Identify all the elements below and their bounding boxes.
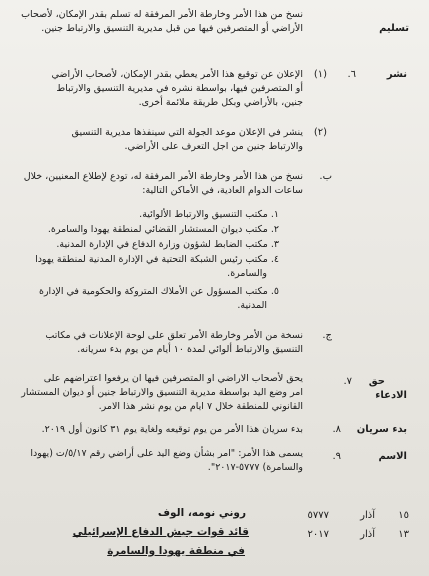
signatory-name: روني نومه، الوف: [157, 507, 246, 519]
b-line-2: ساعات الدوام العادية، في الأماكن التالية:: [142, 185, 303, 196]
section-label-name: الاسم: [378, 451, 407, 462]
b-item-5-cont: المدنية.: [237, 300, 267, 311]
objection-line-2: امر وضع اليد بواسطة مديرية التنسيق والارتباط جنين أو ديوان المستشار: [21, 387, 303, 398]
section-number-8: ٨.: [332, 424, 341, 435]
taslim-line-1: نسخ من هذا الأمر وخارطة الأمر المرفقة له تسلم بقدر الإمكان، لأصحاب: [21, 9, 303, 20]
j-line-2: التنسيق والارتباط ألوائي لمدة ١٠ أيام من يوم بدء سريانه.: [77, 344, 303, 355]
section-number-9: ٩.: [332, 451, 341, 462]
section-label-taslim: تسليم: [379, 23, 409, 34]
sig-year-2: ٢٠١٧: [307, 529, 329, 540]
section-label-objection: حق: [368, 376, 385, 387]
b-item-3: ٣. مكتب الضابط لشؤون وزارة الدفاع في الإدارة المدنية.: [56, 239, 279, 250]
signatory-region: في منطقة يهودا والسامرة: [107, 545, 245, 557]
b-item-5: ٥. مكتب المسؤول عن الأملاك المتروكة والحكومية في الإدارة: [38, 286, 279, 297]
nashr-sub2-line-2: والارتباط جنين من اجل التعرف على الأراضي.: [124, 141, 303, 152]
b-item-4-cont: والسامرة.: [227, 268, 267, 279]
sig-month-2: آذار: [360, 529, 375, 540]
sig-year-1: ٥٧٧٧: [307, 510, 329, 521]
b-line-1: نسخ من هذا الأمر وخارطة الأمر المرفقة له، تودع لإطلاع المعنيين، خلال: [23, 171, 303, 182]
section-b-number: ب.: [319, 171, 332, 182]
section-j-number: ج.: [322, 330, 332, 341]
sub-number-2: (٢): [313, 127, 327, 138]
section-number-7: ٧.: [343, 376, 352, 387]
nashr-sub1-line-2: أو المتصرفين فيها، بواسطة نشره في مديرية التنسيق والارتباط: [56, 83, 303, 94]
b-item-4: ٤. مكتب رئيس الشبكة التحتية في الإدارة المدنية لمنطقة يهودا: [35, 254, 279, 265]
taslim-line-2: الأراضي أو المتصرفين فيها من قبل مديرية التنسيق والارتباط جنين.: [41, 23, 303, 34]
name-line-1: يسمى هذا الأمر: "امر بشأن وضع اليد على أراضي رقم ٥/١٧/ت (يهودا: [30, 448, 303, 459]
j-line-1: نسخة من الأمر وخارطة الأمر تعلق على لوحة الإعلانات في مكاتب: [45, 330, 303, 341]
sig-day-1: ١٥: [398, 510, 409, 521]
section-label-nashr: نشر: [386, 69, 407, 80]
nashr-sub1-line-1: الإعلان عن توقيع هذا الأمر يعطي بقدر الإمكان، لأصحاب الأراضي: [51, 69, 303, 80]
validity-line: بدء سريان هذا الأمر من يوم توقيعه ولغاية يوم ٣١ كانون أول ٢٠١٩.: [41, 424, 303, 435]
section-label-objection-2: الادعاء: [375, 390, 407, 401]
sig-day-2: ١٣: [398, 529, 409, 540]
section-label-validity: بدء سريان: [356, 424, 407, 435]
objection-line-1: يحق لأصحاب الاراضي او المتصرفين فيها ان يرفعوا اعتراضهم على: [43, 373, 303, 384]
sig-month-1: آذار: [360, 510, 375, 521]
sub-number-1: (١): [313, 69, 327, 80]
name-line-2: والسامرة) ٥٧٧٧-٢٠١٧".: [207, 462, 303, 473]
section-number-6: ٦.: [347, 69, 356, 80]
nashr-sub2-line-1: ينشر في الإعلان موعد الجولة التي سينفذها مديرية التنسيق: [71, 127, 303, 138]
b-item-1: ١. مكتب التنسيق والارتباط الألوائية.: [139, 209, 279, 220]
nashr-sub1-line-3: جنين، بالأراضي وبكل طريقة ملائمة أخرى.: [138, 97, 303, 108]
b-item-2: ٢. مكتب ديوان المستشار القضائي لمنطقة يهودا والسامرة.: [47, 224, 279, 235]
objection-line-3: القانوني للمنطقة خلال ٧ ايام من يوم نشر هذا الامر.: [98, 401, 303, 412]
signatory-title: قائد قوات جيش الدفاع الإسرائيلي: [72, 526, 249, 538]
